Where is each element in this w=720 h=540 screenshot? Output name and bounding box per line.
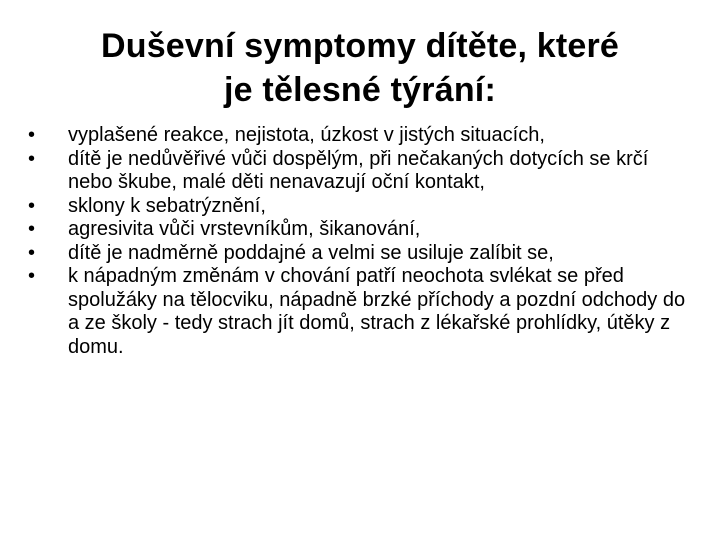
bullet-icon: • bbox=[28, 265, 36, 287]
bullet-item bbox=[28, 195, 698, 219]
bullet-text: sklony k sebatrýznění, bbox=[68, 194, 266, 217]
bullet-list bbox=[28, 124, 698, 359]
title-line-1: Duševní symptomy dítěte, které bbox=[100, 27, 620, 65]
bullet-item bbox=[28, 218, 698, 242]
bullet-text: dítě je nadměrně poddajné a velmi se usiluje zalíbit se, bbox=[68, 241, 554, 264]
title-line-2: je tělesné týrání: bbox=[224, 71, 496, 109]
bullet-text: vyplašené reakce, nejistota, úzkost v jistých situacích, bbox=[68, 124, 545, 146]
bullet-text: agresivita vůči vrstevníkům, šikanování, bbox=[68, 218, 421, 240]
bullet-text: k nápadným změnám v chování patří neochota svlékat se před spolužáky na tělocviku, nápadně brzké příchody a pozdní odchody do a ze školy - tedy strach jít domů, strach z lékařské prohlídky, útěky z domu. bbox=[68, 265, 686, 358]
bullet-icon: • bbox=[28, 194, 36, 217]
bullet-item bbox=[28, 124, 698, 148]
bullet-text: dítě je nedůvěřivé vůči dospělým, při nečakaných dotycích se krčí nebo škube, malé děti nenavazují oční kontakt, bbox=[68, 147, 649, 193]
bullet-icon: • bbox=[28, 147, 36, 170]
bullet-icon: • bbox=[28, 241, 36, 264]
bullet-icon: • bbox=[28, 218, 36, 240]
slide-title bbox=[30, 24, 690, 112]
bullet-item bbox=[28, 242, 698, 266]
bullet-item bbox=[28, 265, 698, 359]
bullet-item bbox=[28, 148, 698, 195]
bullet-icon: • bbox=[28, 124, 36, 146]
